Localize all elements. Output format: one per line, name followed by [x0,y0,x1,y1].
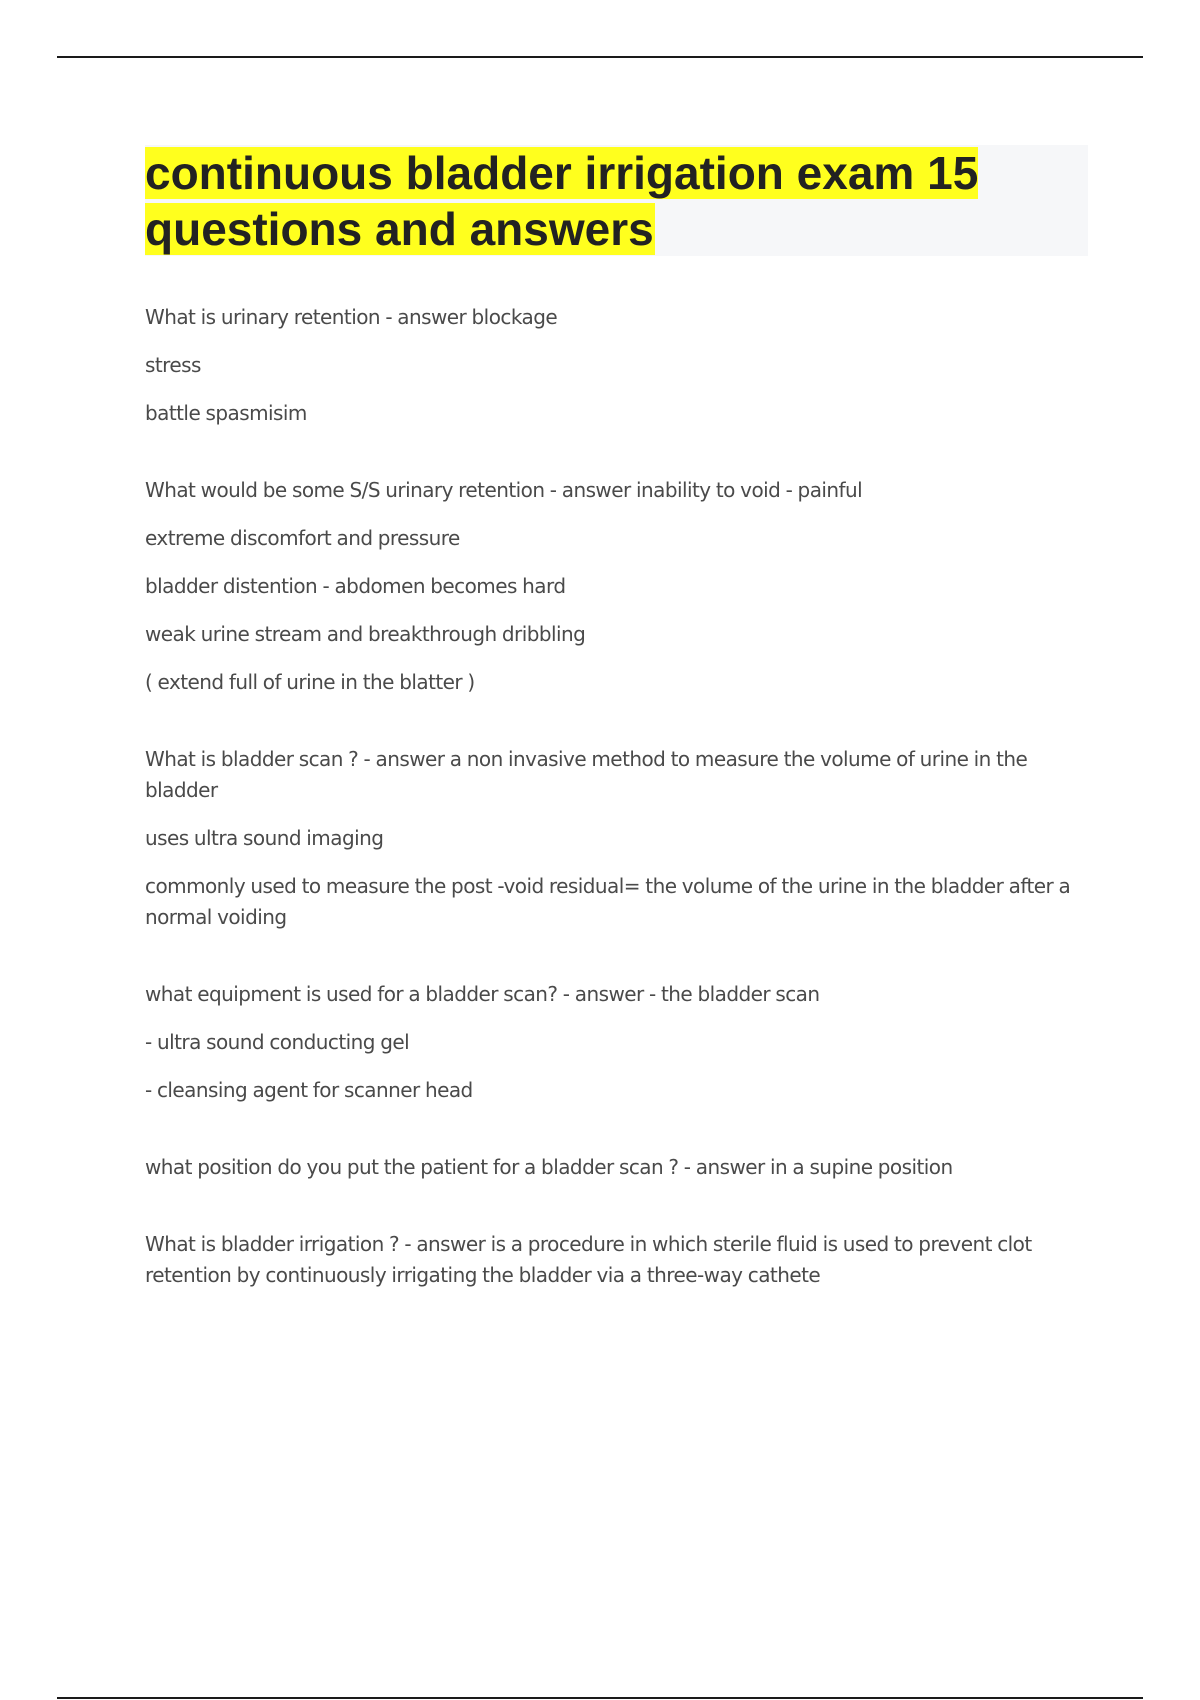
title-block [145,145,1088,256]
qa-line: - ultra sound conducting gel [145,1030,410,1054]
qa-line: ( extend full of urine in the blatter ) [145,670,475,694]
qa-line: What is urinary retention - answer blockage [145,305,558,329]
qa-line: - cleansing agent for scanner head [145,1078,473,1102]
qa-line: battle spasmisim [145,401,307,425]
qa-line: bladder distention - abdomen becomes hard [145,574,566,598]
qa-item-1 [145,302,1095,429]
document-title [145,145,1088,257]
qa-line: weak urine stream and breakthrough dribbling [145,622,586,646]
title-highlight: continuous bladder irrigation exam 15 questions and answers [145,147,979,255]
qa-item-2 [145,475,1095,698]
qa-line: stress [145,353,201,377]
top-divider [57,56,1143,58]
qa-line: What would be some S/S urinary retention - answer inability to void - painful [145,478,863,502]
qa-item-6 [145,1229,1095,1291]
qa-item-4 [145,979,1095,1106]
qa-line: What is bladder scan ? - answer a non invasive method to measure the volume of urine in the bladder [145,747,1028,802]
qa-line: What is bladder irrigation ? - answer is a procedure in which sterile fluid is used to prevent clot retention by continuously irrigating the bladder via a three-way cathete [145,1232,1032,1287]
qa-content [145,302,1095,1337]
qa-item-5 [145,1152,1095,1183]
qa-line: extreme discomfort and pressure [145,526,460,550]
qa-line: uses ultra sound imaging [145,826,384,850]
qa-item-3 [145,744,1095,933]
qa-line: what position do you put the patient for a bladder scan ? - answer in a supine position [145,1155,953,1179]
bottom-divider [57,1697,1143,1699]
qa-line: what equipment is used for a bladder scan? - answer - the bladder scan [145,982,820,1006]
qa-line: commonly used to measure the post -void residual= the volume of the urine in the bladder after a normal voiding [145,874,1071,929]
